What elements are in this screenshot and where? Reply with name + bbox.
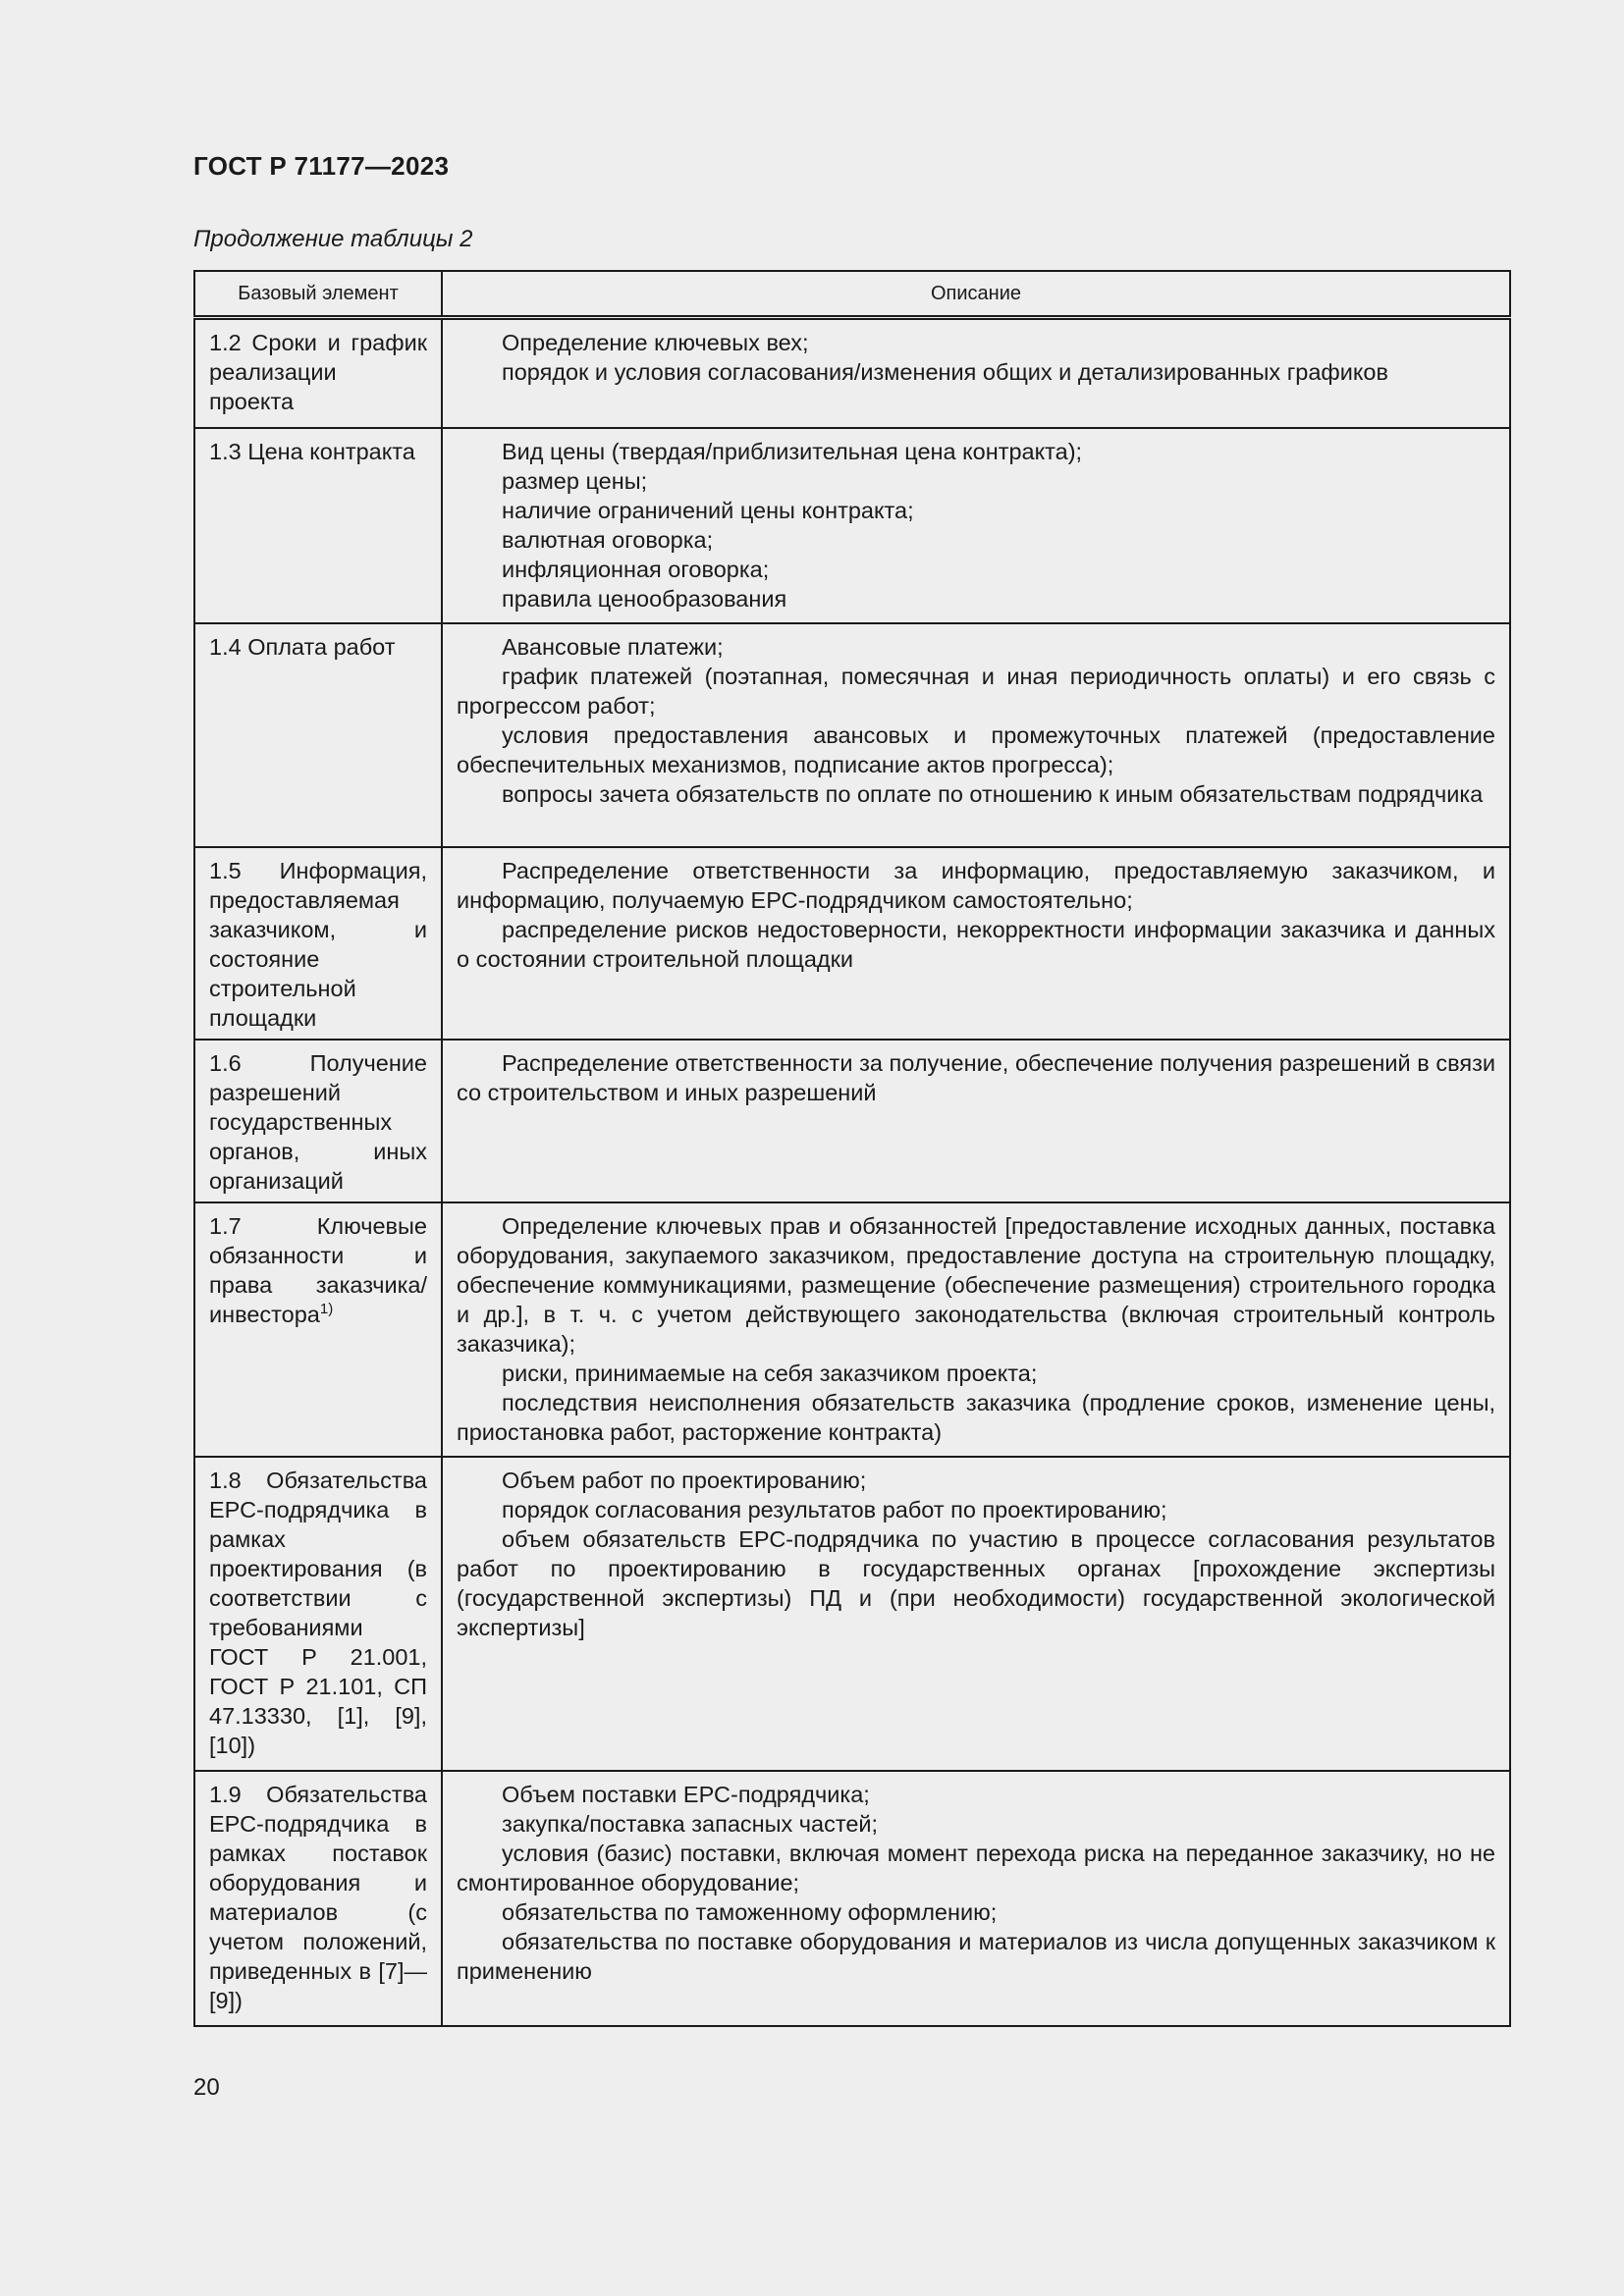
row-element — [194, 847, 442, 1040]
element-text: 1.5 Информация, предоставляемая заказчиком, и состояние строительной площадки — [209, 857, 427, 1031]
description-line: объем обязательств ЕРС-подрядчика по участию в процессе согласования результатов работ по проектированию в государственных органах [прохождение экспертизы (государственной экспертизы) ПД и (при необходимости) государственной экологической экспертизы] — [457, 1525, 1495, 1640]
row-element — [194, 1457, 442, 1771]
table-row — [194, 1202, 1510, 1457]
description-line: Распределение ответственности за получение, обеспечение получения разрешений в связи со строительством и иных разрешений — [457, 1049, 1495, 1105]
page-number: 20 — [193, 2074, 220, 2101]
description-line: Авансовые платежи; — [502, 633, 724, 660]
description-line: обязательства по поставке оборудования и материалов из числа допущенных заказчиком к применению — [457, 1928, 1495, 1984]
element-text: 1.3 Цена контракта — [209, 438, 415, 464]
row-element — [194, 623, 442, 847]
requirements-table — [193, 270, 1511, 2027]
footnote-ref: 1) — [319, 1300, 334, 1317]
description-line: распределение рисков недостоверности, некорректности информации заказчика и данных о состоянии строительной площадки — [457, 916, 1495, 972]
row-description — [442, 623, 1510, 847]
row-element — [194, 318, 442, 428]
element-text: 1.9 Обязательства ЕРС-подрядчика в рамках поставок оборудования и материалов (с учетом положений, приведенных в [7]—[9]) — [209, 1781, 427, 2013]
description-line: размер цены; — [502, 467, 648, 494]
description-line: вопросы зачета обязательств по оплате по отношению к иным обязательствам подрядчика — [502, 780, 1484, 807]
row-description — [442, 1457, 1510, 1771]
description-line: порядок согласования результатов работ по проектированию; — [502, 1496, 1167, 1522]
description-line: последствия неисполнения обязательств заказчика (продление сроков, изменение цены, приостановка работ, расторжение контракта) — [457, 1389, 1495, 1445]
description-line: Определение ключевых прав и обязанностей [предоставление исходных данных, поставка оборудования, закупаемого заказчиком, предоставление доступа на строительную площадку, обеспечение коммуникациями, размещение (обеспечение размещения) строительного городка и др.], в т. ч. с учетом действующего законодательства (включая строительный контроль заказчика); — [457, 1212, 1495, 1357]
description-line: инфляционная оговорка; — [502, 556, 770, 582]
description-line: Объем поставки ЕРС-подрядчика; — [502, 1781, 870, 1807]
table-row — [194, 847, 1510, 1040]
row-element — [194, 1202, 442, 1457]
row-description — [442, 318, 1510, 428]
description-line: наличие ограничений цены контракта; — [502, 497, 914, 523]
row-description — [442, 1771, 1510, 2026]
row-element — [194, 1771, 442, 2026]
description-line: условия предоставления авансовых и промежуточных платежей (предоставление обеспечительных механизмов, подписание актов прогресса); — [457, 721, 1495, 777]
table-row — [194, 1771, 1510, 2026]
description-line: график платежей (поэтапная, помесячная и иная периодичность оплаты) и его связь с прогрессом работ; — [457, 663, 1495, 719]
table-row — [194, 428, 1510, 623]
description-line: условия (базис) поставки, включая момент перехода риска на переданное заказчику, но не смонтированное оборудование; — [457, 1840, 1495, 1896]
document-id: ГОСТ Р 71177—2023 — [193, 151, 450, 181]
table-header-row — [194, 271, 1510, 318]
description-line: Объем работ по проектированию; — [502, 1467, 867, 1493]
description-line: правила ценообразования — [502, 585, 787, 612]
description-line: Вид цены (твердая/приблизительная цена контракта); — [502, 438, 1083, 464]
row-element — [194, 428, 442, 623]
table-row — [194, 318, 1510, 428]
description-line: валютная оговорка; — [502, 526, 714, 553]
row-description — [442, 1202, 1510, 1457]
description-line: риски, принимаемые на себя заказчиком проекта; — [502, 1360, 1038, 1386]
table-row — [194, 1040, 1510, 1202]
description-line: Определение ключевых вех; — [502, 330, 809, 355]
row-description — [442, 1040, 1510, 1202]
element-text: 1.4 Оплата работ — [209, 633, 396, 660]
description-line: обязательства по таможенному оформлению; — [502, 1898, 998, 1925]
element-text: 1.6 Получение разрешений государственных органов, иных организаций — [209, 1049, 427, 1194]
description-line: Распределение ответственности за информацию, предоставляемую заказчиком, и информацию, получаемую ЕРС-подрядчиком самостоятельно; — [457, 857, 1495, 913]
table-row — [194, 623, 1510, 847]
header-description: Описание — [442, 271, 1510, 318]
element-text: 1.7 Ключевые обязанности и права заказчика/ инвестора — [209, 1212, 427, 1327]
element-text: 1.8 Обязательства ЕРС-подрядчика в рамках проектирования (в соответствии с требованиями ГОСТ Р 21.001, ГОСТ Р 21.101, СП 47.13330, [1], [9], [10]) — [209, 1467, 427, 1758]
description-line: порядок и условия согласования/изменения общих и детализированных графиков — [502, 359, 1388, 385]
row-description — [442, 847, 1510, 1040]
row-element — [194, 1040, 442, 1202]
header-base-element: Базовый элемент — [194, 271, 442, 318]
element-text: 1.2 Сроки и график реализации проекта — [209, 330, 427, 414]
table-row — [194, 1457, 1510, 1771]
description-line: закупка/поставка запасных частей; — [502, 1810, 879, 1837]
row-description — [442, 428, 1510, 623]
table-caption: Продолжение таблицы 2 — [193, 226, 473, 252]
